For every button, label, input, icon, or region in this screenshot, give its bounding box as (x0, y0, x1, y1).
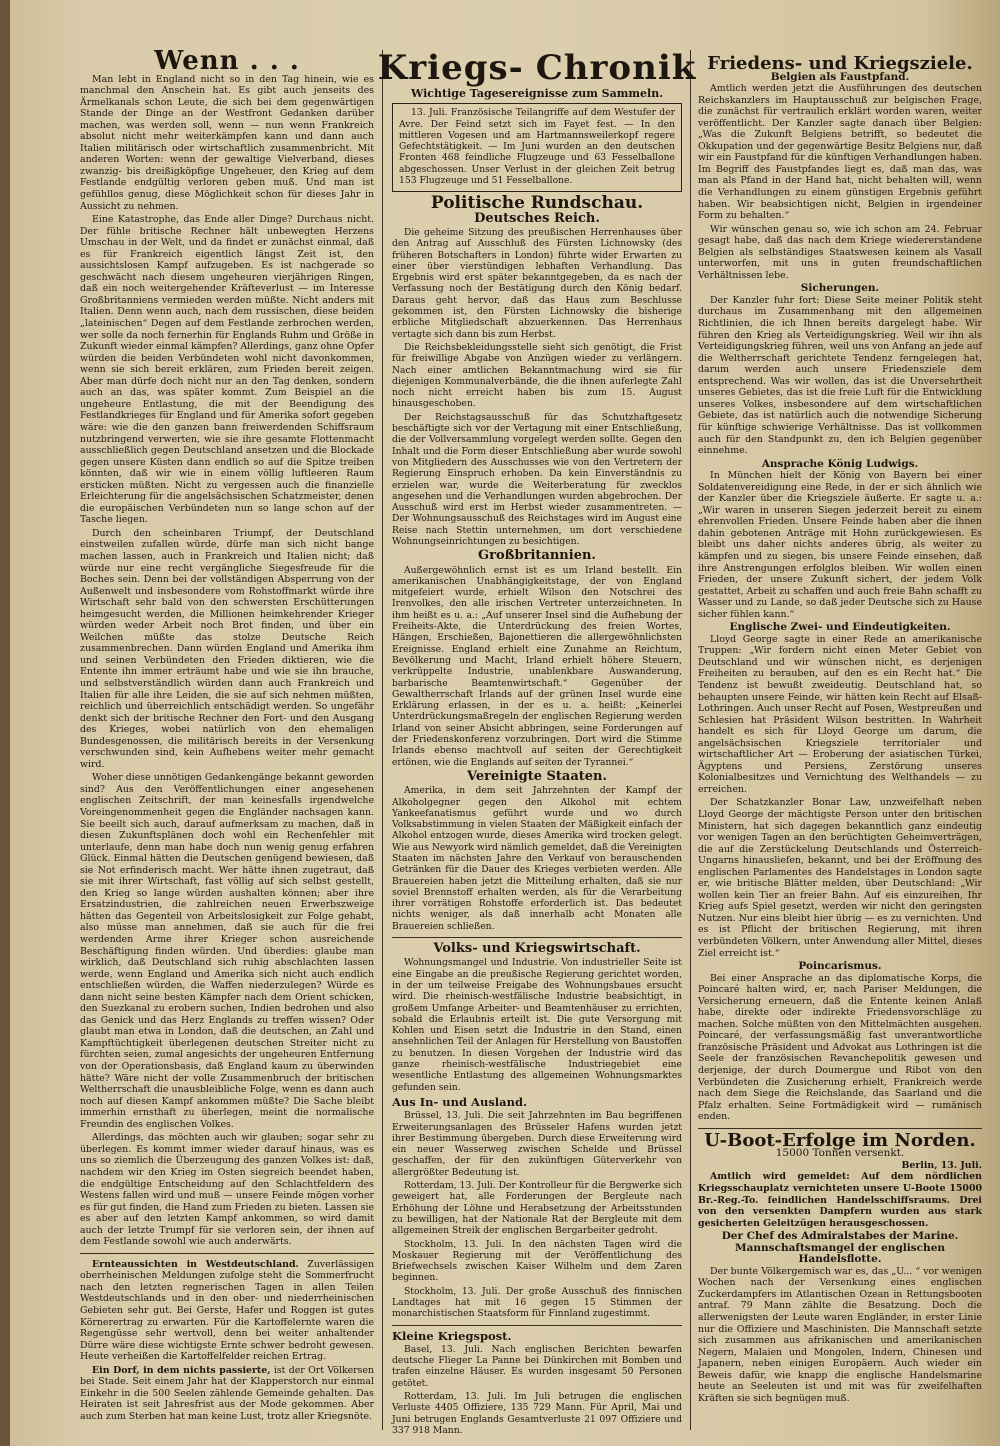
section-subtitle: Englische Zwei- und Eindeutigkeiten. (729, 621, 951, 634)
news-paragraph: Der Reichstagsausschuß für das Schutzhaftgesetz beschäftigte sich vor der Vertagung mit einer Entschließung, die der Vollversammlung vorgelegt werden sollte. Gegen den Inhalt und die Form dieser Entschließung aber wurde sowohl von Mitgliedern des Ausschusses wie von den Vertretern der Regierung Einspruch erhoben. Da kein Einverständnis zu erzielen war, wurde die Weiterberatung für zwecklos angesehen und die Verhandlungen wurden abgebrochen. Der Ausschuß wird erst im Herbst wieder zusammentreten. — Der Wohnungsausschuß des Reichstages wird im August eine Reise nach Stettin unternehmen, um dort verschiedene Wohnungseinrichtungen zu besichtigen. (392, 411, 682, 547)
news-note (80, 1259, 374, 1363)
section-subtitle: Vereinigte Staaten. (467, 768, 607, 784)
news-paragraph: Wohnungsmangel und Industrie. Von industrieller Seite ist eine Eingabe an die preußische Regierung gerichtet worden, in der um teilweise Freigabe des Wohnungsbaues ersucht wird. Die rheinisch-westfälische Industrie beabsichtigt, in großem Umfange Arbeiter- und Beamtenhäuser zu errichten, sobald die Erlaubnis erteilt ist. Die gute Versorgung mit Kohlen und Eisen setzt die Industrie in den Stand, einen ansehnlichen Teil der Anlagen für Herstellung von Baustoffen zu benutzen. In diesen Vorgehen der Industrie wird das ganze rheinisch-westfälische Industriegebiet eine wesentliche Entlastung des allgemeinen Wohnungsmarktes gefunden sein. (392, 957, 682, 1093)
column-rule (690, 50, 691, 1430)
signature-line: Der Chef des Admiralstabes der Marine. (721, 1230, 959, 1243)
section-subtitle: Aus In- und Ausland. (392, 1094, 528, 1109)
section-divider (698, 1128, 982, 1129)
article-paragraph: Eine Katastrophe, das Ende aller Dinge? Durchaus nicht. Der fühle britische Rechner hält unbewegten Herzens Umschau in der Welt, und da findet er zunächst einmal, daß es für Frankreich eigentlich längst Zeit ist, den aussichtslosen Kampf aufzugeben. Es ist nachgerade so geschwächt nach diesem ungeheuren vierjährigen Ringen, daß ein noch weitergehender Kräfteverlust — im Interesse Großbritanniens vermieden werden müßte. Nicht anders mit Italien. Denn wenn auch, nach dem russischen, diese beiden „lateinischen“ Degen auf dem Festlande zerbrochen werden, wer solle da noch fernerhin für Englands Ruhm und Größe in Zukunft wieder einmal kämpfen? Allerdings, ganz ohne Opfer würden die beiden Verbündeten wohl nicht davonkommen, wenn sie sich bereit erklären, zum Frieden bereit zeigen. Aber man dürfe doch nicht nur an den Tag denken, sondern auch an das, was später kommt. Zum Beispiel an die ungeheure Entlastung, die mit der Beendigung des Festlandkrieges für England und für Amerika sofort gegeben wäre: wie die den ganzen bann freiwerdenden Schiffsraum nutzbringend verwerten, wie sie ihre gesamte Flottenmacht ausschließlich gegen Deutschland ansetzen und die Blockade gegen unsere Küsten dann endlich so auf die Spitze treiben könnten, daß wir wie in einem völlig luftleeren Raum ersticken müßten. Nicht zu vergessen auch die finanzielle Erleichterung für die angelsächsischen Schatzmeister, denen die europäischen Verbündeten nun so lange schon auf der Tasche liegen. (80, 214, 374, 526)
news-item: Stockholm, 13. Juli. Der große Ausschuß des finnischen Landtages hat mit 16 gegen 15 Stimmen der monarchistischen Staatsform für Finnland zugestimmt. (392, 1285, 682, 1320)
news-note-head: Ernteaussichten in Westdeutschland. (92, 1258, 299, 1270)
section-subtitle: Kleine Kriegspost. (392, 1328, 512, 1343)
masthead-subtitle: Wichtige Tagesereignisse zum Sammeln. (410, 87, 664, 100)
news-note-head: Ein Dorf, in dem nichts passierte, (92, 1364, 271, 1376)
section-subtitle: Deutsches Reich. (474, 210, 600, 226)
news-paragraph: Bei einer Ansprache an das diplomatische Korps, die Poincaré halten wird, er, nach Pariser Meldungen, die Versicherung erneuern, daß die Entente keinen Anlaß habe, direkte oder indirekte Friedensvorschläge zu machen. Solche müßten von den Mittelmächten ausgehen. Poincaré, der verfassungsmäßig fast unverantwortliche französische Präsident und Advokat aus Lothringen ist die Seele der französischen Revanchepolitik gewesen und derjenige, der durch Doumergue und Ribot von den Verbündeten die Zusicherung erhielt, Frankreich werde nach dem Siege die Reichslande, das Saarland und die Pfalz erhalten. Seine Fortmädigkeit wird — rumänisch enden. (698, 972, 982, 1123)
column-middle (377, 48, 697, 1438)
news-paragraph: Außergewöhnlich ernst ist es um Irland bestellt. Ein amerikanischen Unabhängigkeitstage, der von England mitgefeiert wurde, erhielt Wilson den Notschrei des Irenvolkes, den alle irischen Vertreter unterzeichneten. In ihm heißt es u. a.: „Auf unserer Insel sind die Aufhebung der Freiheits-Akte, die Unterdrückung des freien Wortes, Hängen, Erschießen, Bajonettieren die allergewöhnlichsten Ereignisse. England erhielt eine Zunahme an Reichtum, Bevölkerung und Macht, Irland erhielt höhere Steuern, verkrüppelte Industrie, unablenkbare Auswanderung, barbarische Beamtenwirtschaft.“ Gegenüber der Gewaltherrschaft Irlands auf der grünen Insel wurde eine Erklärung erlassen, in der es u. a. heißt: „Keinerlei Unterdrückungsmaßregeln der englischen Regierung werden Irland von seiner Absicht abbringen, seine Forderungen auf der Friedenskonferenz vorzubringen. Dort wird die Stimme Irlands ebenso machtvoll auf seiten der Gerechtigkeit ertönen, wie die Englands auf seiten der Tyrannei.“ (392, 564, 682, 768)
article-title: Wenn . . . (154, 46, 300, 76)
section-divider (80, 1253, 374, 1254)
column-right (698, 52, 982, 1406)
section-title: Politische Rundschau. (430, 193, 644, 214)
news-paragraph: Lloyd George sagte in einer Rede an amerikanische Truppen: „Wir fordern nicht einen Meter Gebiet von Deutschland und wir wünschen nicht, es derjenigen Freiheiten zu berauben, auf den es ein Recht hat.“ Die Tendenz ist bewußt zweideutig. Deutschland hat, so behaupten unsere Feinde, wir hätten kein Recht auf Elsaß-Lothringen. Auch unser Recht auf Posen, Westpreußen und Schlesien hat Präsident Wilson bestritten. In Wahrheit handelt es sich für Lloyd George um darum, die angelsächsischen Kriegsziele territorialer und wirtschaftlicher Art — Eroberung der asiatischen Türkei, Ägyptens und Persiens, Zerstörung unseres Kolonialbesitzes und Vernichtung des Welthandels — zu erreichen. (698, 633, 982, 795)
news-paragraph: Der Schatzkanzler Bonar Law, unzweifelhaft neben Lloyd George der mächtigste Person unter den britischen Ministern, hat sich dagegen bekanntlich ganz eindeutig vor wenigen Tagen an den berüchtigten Geheimverträgen, die auf die Zerstückelung Deutschlands und Österreich-Ungarns hinausliefen, bekannt, und bei der Eröffnung des englischen Parlamentes des Handelstages in London sagte er, wie britische Blätter melden, über Deutschland: „Wir wollen kein Tier an freier Bahn. Auf eis einzureihen, Ihr Krieg aufs Spiel gesetzt, werden wir nicht den geringsten Nutzen. Nur eins bleibt hier übrig — es zu vernichten. Und es ist Pflicht der britischen Regierung, mit ihren verbündeten Völkern, unter Anwendung aller Mittel, dieses Ziel erreicht ist.“ (698, 797, 982, 959)
page-edge-shadow (0, 0, 10, 1446)
section-subtitle: 15000 Tonnen versenkt. (775, 1147, 905, 1160)
section-title: Friedens- und Kriegsziele. (707, 53, 973, 74)
section-subtitle: Sicherungen. (800, 282, 880, 295)
section-subtitle: Großbritannien. (478, 548, 596, 564)
news-item: Rotterdam, 13. Juli. Der Kontrolleur für die Bergwerke sich geweigert hat, alle Forderungen der Bergleute nach Erhöhung der Löhne und Herabsetzung der Arbeitsstunden zu bewilligen, hat der Nationale Rat der Bergleute mit dem allgemeinen Streik der englischen Bergarbeiter gedroht. (392, 1180, 682, 1237)
masthead-right-word: Chronik (535, 48, 697, 89)
news-item: Rotterdam, 13. Juli. Im Juli betrugen die englischen Verluste 4405 Offiziere, 135 729 Mann. Für April, Mai und Juni betrugen Englands Gesamtverluste 21 097 Offiziere und 337 918 Mann. (392, 1391, 682, 1436)
news-note-text: ist der Ort Völkersen bei Stade. Seit einem Jahr hat der Klapperstorch nur einmal Einkehr in die 500 Seelen zählende Gemeinde gehalten. Das Heiraten ist seit Jahresfrist aus der Mode gekommen. Aber auch zum Sterben hat man keine Lust, trotz aller Kriegsnöte. (80, 1364, 374, 1422)
section-divider (392, 1325, 682, 1326)
article-paragraph: Woher diese unnötigen Gedankengänge bekannt geworden sind? Aus den Veröffentlichungen einer angesehenen englischen Zeitschrift, der man keinesfalls irgendwelche Voreingenommenheit gegen die Engländer nachsagen kann. Sie beeilt sich auch, darauf aufmerksam zu machen, daß in diesen Zukunftsplänen doch wohl ein Rechenfehler mit unterlaufe, denn man habe doch nun wenig genug erfahren Glück. Einmal hätten die Deutschen genügend bewiesen, daß sie Not erfinderisch macht. Wer hätte ihnen zugetraut, daß sie mit ihrer Wirtschaft, fast völlig auf sich selbst gestellt, den Krieg so lange würden aushalten können; aber ihre Ersatzindustrien, die zahlreichen neuen Erwerbszweige hätten das Gegenteil von Arbeitslosigkeit zur Folge gehabt, also müsse man annehmen, daß sie auch für die frei werdenden Arme ihrer Krieger schon ausreichende Beschäftigung finden würden. Und überdies: glaube man wirklich, daß Deutschland sich ruhig abschlachten lassen werde, wenn England und Amerika sich nicht auch endlich entschließen würden, die Waffen niederzulegen? Würde es dann nicht seine besten Kämpfer nach dem Orient schicken, den Suezkanal zu erobern suchen, Indien bedrohen und also das Genick und das Herz Englands zu treffen wissen? Oder glaubt man etwa in London, daß die deutschen, an Zahl und Kampftüchtigkeit überlegenen deutschen Streiter nicht zu fürchten seien, zumal angesichts der ungeheuren Entfernung von der Operationsbasis, daß England kaum zu überwinden hätte? Wäre nicht der volle Zusammenbruch der britischen Weltherrschaft die unausbleibliche Folge, wenn es dann auch noch auf diesen Kampf ankommen müßte? Die Sache bleibt immerhin ernsthaft zu überlegen, meint die normalische Freundin des englischen Volkes. (80, 772, 374, 1130)
news-item: Basel, 13. Juli. Nach englischen Berichten bewarfen deutsche Flieger La Panne bei Dünkirchen mit Bomben und trafen einzelne Häuser. Es wurden insgesamt 50 Personen getötet. (392, 1343, 682, 1389)
article-paragraph: Allerdings, das möchten auch wir glauben; sogar sehr zu überlegen. Es kommt immer wieder darauf hinaus, was es uns so ziemlich die Überzeugung des ganzen Volkes ist: daß, nachdem wir den Krieg im Osten siegreich beendet haben, die endgültige Entscheidung auf den Schlachtfeldern des Westens fallen wird und muß — unsere Feinde mögen vorher es für gut finden, die Hand zum Frieden zu bieten. Lassen sie es aber auf den letzten Kampf ankommen, so wird damit auch der letzte Trumpf für sie verloren sein, der ihnen auf dem Festlande sowohl wie auch anderwärts. (80, 1132, 374, 1248)
news-paragraph: Die Reichsbekleidungsstelle sieht sich genötigt, die Frist für freiwillige Abgabe von Anzügen wieder zu verlängern. Nach einer amtlichen Bekanntmachung wird sie für diejenigen Kommunalverbände, die die ihnen auferlegte Zahl noch nicht erreicht haben bis zum 15. August hinausgeschoben. (392, 341, 682, 410)
chronik-box (392, 103, 682, 192)
section-title: U-Boot-Erfolge im Norden. (704, 1129, 976, 1151)
news-item: Brüssel, 13. Juli. Die seit Jahrzehnten im Bau begriffenen Erweiterungsanlagen des Brüsseler Hafens wurden jetzt ihrer Bestimmung übergeben. Durch diese Erweiterung wird ein neuer Wasserweg zwischen Schelde und Brüssel geschaffen, der für den zukünftigen Güterverkehr von allergrößter Bedeutung ist. (392, 1110, 682, 1178)
dateline: Berlin, 13. Juli. (901, 1159, 982, 1171)
section-subtitle: Poincarismus. (798, 960, 882, 973)
masthead-left-word: Kriegs- (377, 48, 524, 89)
news-paragraph: Der bunte Völkergemisch war es, das „U... “ vor wenigen Wochen nach der Versenkung eines englischen Zuckerdampfers im Atlantischen Ozean in Rettungsbooten antraf. 79 Mann zählte die Besatzung. Doch die allerwenigsten der Leute waren Engländer, in erster Linie nur die Offiziere und Maschinisten. Die Mannschaft setzte sich zusammen aus afrikanischen und amerikanischen Negern, Malaien und Mongolen, Indern, Chinesen und Japanern, neben einigen Europäern. Auch wieder ein Beweis dafür, wie knapp die englische Handelsmarine heute an Seeleuten ist und mit was für zweifelhaften Kräften sie sich begnügen muß. (698, 1265, 982, 1404)
section-divider (392, 937, 682, 938)
news-note-text: Zuverlässigen oberrheinischen Meldungen zufolge steht die Sommerfrucht nach den letzten regnerischen Tagen in allen Teilen Westdeutschlands und in den ober- und niederrheinischen Gebieten sehr gut. Bei Gerste, Hafer und Roggen ist gutes Körnerertrag zu erwarten. Für die Kartoffelernte waren die Regengüsse sehr wertvoll, denn bei weiter anhaltender Dürre wäre diese wichtigste Ernte schwer bedroht gewesen. Heute verheißen die Kartoffelfelder reichen Ertrag. (80, 1258, 374, 1363)
article-paragraph: Durch den scheinbaren Triumpf, der Deutschland einstweilen zufallen würde, dürfe man sich nicht bange machen lassen, auch in Frankreich und Italien nicht; daß würde nur eine recht vergängliche Siegesfreude für die Boches sein. Denn bei der vollständigen Absperrung von der Außenwelt und insbesondere vom Rohstoffmarkt würde ihre Wirtschaft sehr bald von den schwersten Erschütterungen heimgesucht werden, die Millionen heimkehrender Krieger würden weder Arbeit noch Brot finden, und über ein Weilchen müßte das stolze Deutsche Reich zusammenbrechen. Dann würden England und Amerika ihm und seinen Verbündeten den Frieden diktieren, wie die Entente ihn immer erträumt habe und wie sie ihn brauche, und selbstverständlich würden dann auch Frankreich und Italien für alle ihre Leiden, die sie auf sich nehmen müßten, reichlich und überreichlich entschädigt werden. So ungefähr denkt sich der britische Rechner den Fort- und den Ausgang des Krieges, wobei natürlich von den ehemaligen Bundesgenossen, die militärisch bereits in der Versenkung verschwunden sind, kein Aufhebens weiter mehr gemacht wird. (80, 527, 374, 770)
section-subtitle: Mannschaftsmangel der englischen Handelsflotte. (734, 1241, 946, 1266)
column-rule (382, 50, 383, 1430)
news-paragraph: Amtlich wird gemeldet: Auf dem nördlichen Kriegsschauplatz vernichteten unsere U-Boote 15000 Br.-Reg.-To. feindlichen Handelsschiffsraums. Drei von den versenkten Dampfern wurden aus stark gesicherten Geleitzügen herausgeschossen. (698, 1171, 982, 1229)
section-subtitle: Belgien als Faustpfand. (770, 70, 910, 83)
news-note (80, 1365, 374, 1423)
article-paragraph: Man lebt in England nicht so in den Tag hinein, wie es manchmal den Anschein hat. Es gibt auch jenseits des Ärmelkanals schon Leute, die sich bei dem gegenwärtigen Stande der Dinge an der Westfront Gedanken darüber machen, was werden soll, wenn — nun wenn Frankreich absolut nicht mehr weiterkämpfen kann und dann auch Italien militärisch oder wirtschaftlich zusammenbricht. Mit anderen Worten: wenn der gewaltige Vielverband, dieses zwanzig- bis dreißigköpfige Ungeheuer, den Krieg auf dem Festlande endgültig verloren geben muß. Und man ist gefühllos genug, diese Möglichkeit schon für dieses Jahr in Aussicht zu nehmen. (80, 73, 374, 212)
news-paragraph: Amerika, in dem seit Jahrzehnten der Kampf der Alkoholgegner gegen den Alkohol mit echtem Yankeefanatismus geführt wurde und wo durch Volksabstimmung in vielen Staaten der Mäßigkeit einfach der Alkohol entzogen wurde, dieses Amerika wird trocken gelegt. Wie aus Newyork wird nämlich gemeldet, daß die Vereinigten Staaten im nächsten Jahre den Verkauf von berauschenden Getränken für die Dauer des Krieges verbieten werden. Alle Brauereien haben jetzt die Mitteilung erhalten, daß sie nur soviel Brennstoff erhalten werden, als für die Verarbeitung ihrer vorrätigen Rohstoffe erforderlich ist. Das bedeutet nichts weniger, als daß innerhalb acht Monaten alle Brauereien schließen. (392, 785, 682, 932)
news-paragraph: In München hielt der König von Bayern bei einer Soldatenvereidigung eine Rede, in der er sich ähnlich wie der Kanzler über die Kriegsziele äußerte. Er sagte u. a.: „Wir waren in unseren Siegen jederzeit bereit zu einem ehrenvollen Frieden. Unsere Feinde haben aber die ihnen dahin gebotenen Anträge mit Hohn zurückgewiesen. Es bleibt uns daher nichts anderes übrig, als weiter zu kämpfen und zu siegen, bis unsere Feinde einsehen, daß ihre Anstrengungen erfolglos bleiben. Wir wollen einen Frieden, der unsere Zukunft sichert, der jedem Volk gestattet, Arbeit zu schaffen und auch freie Bahn schafft zu Wasser und zu Lande, so daß jeder Deutsche sich zu Hause sicher fühlen kann.“ (698, 470, 982, 620)
section-subtitle: Ansprache König Ludwigs. (761, 457, 919, 470)
kriegs-chronik-masthead (377, 48, 697, 89)
column-left (80, 46, 374, 1424)
news-paragraph: Der Kanzler fuhr fort: Diese Seite meiner Politik steht durchaus im Zusammenhang mit den allgemeinen Richtlinien, die ich Ihnen bereits dargelegt habe. Wir führen den Krieg als Verteidigungskrieg. Weil wir ihn als Verteidigungskrieg führen, weil uns von Anfang an jede auf die Weltherrschaft gerichtete Tendenz ferngelegen hat, darum werden auch unsere Friedensziele dem entsprechend. Was wir wollen, das ist die Unversehrtheit unseres Gebietes, das ist die freie Luft für die Entwicklung unseres Volkes, insbesondere auf dem wirtschaftlichen Gebiete, das ist natürlich auch die notwendige Sicherung für künftige schwierige Verhältnisse. Das ist vollkommen auch für den Standpunkt zu, den ich Belgien gegenüber einnehme. (698, 294, 982, 457)
news-item: Stockholm, 13. Juli. In den nächsten Tagen wird die Moskauer Regierung mit der Veröffentlichung des Briefwechsels zwischen Kaiser Wilhelm und dem Zaren beginnen. (392, 1238, 682, 1284)
chronik-text: 13. Juli. Französische Teilangriffe auf dem Westufer der Avre. Der Feind setzt sich im Fayet fest. — In den mittleren Vogesen und am Hartmannsweilerkopf regere Gefechtstätigkeit. — Im Juni wurden an den deutschen Fronten 468 feindliche Flugzeuge und 63 Fesselballone abgeschossen. Unser Verlust in der gleichen Zeit betrug 153 Flugzeuge und 51 Fesselballone. (399, 107, 675, 187)
section-subtitle: Volks- und Kriegswirtschaft. (433, 941, 641, 957)
news-paragraph: Wir wünschen genau so, wie ich schon am 24. Februar gesagt habe, daß das nach dem Kriege wiedererstandene Belgien als selbständiges Staatswesen keinem als Vasall unterworfen, mit uns in guten freundschaftlichen Verhältnissen lebe. (698, 223, 982, 281)
news-paragraph: Amtlich werden jetzt die Ausführungen des deutschen Reichskanzlers im Hauptausschuß zur belgischen Frage, die zunächst für vertraulich erklärt worden waren, weiter veröffentlicht. Der Kanzler sagte danach über Belgien: „Was die Zukunft Belgiens betrifft, so bedeutet die Okkupation und der gegenwärtige Besitz Belgiens nur, daß wir ein Faustpfand für die künftigen Verhandlungen haben. Im Begriff des Faustpfandes liegt es, daß man das, was man als Pfand in der Hand hat, nicht behalten will, wenn die Verhandlungen zu einem günstigen Ergebnis geführt haben. Wir beabsichtigen nicht, Belgien in irgendeiner Form zu behalten.“ (698, 83, 982, 222)
news-paragraph: Die geheime Sitzung des preußischen Herrenhauses über den Antrag auf Ausschluß des Fürsten Lichnowsky (des früheren Botschafters in London) führte wider Erwarten zu einer über vierstündigen lebhaften Verhandlung. Das Ergebnis wird erst später bekanntgegeben, da es nach der Verfassung noch der Bestätigung durch den König bedarf. Daraus geht hervor, daß das Haus zum Beschlusse gekommen ist, den Fürsten Lichnowsky die bisherige erbliche Mitgliedschaft abzuerkennen. Das Herrenhaus vertagte sich dann bis zum Herbst. (392, 226, 682, 340)
adjacent-page-edge (986, 52, 1000, 1432)
